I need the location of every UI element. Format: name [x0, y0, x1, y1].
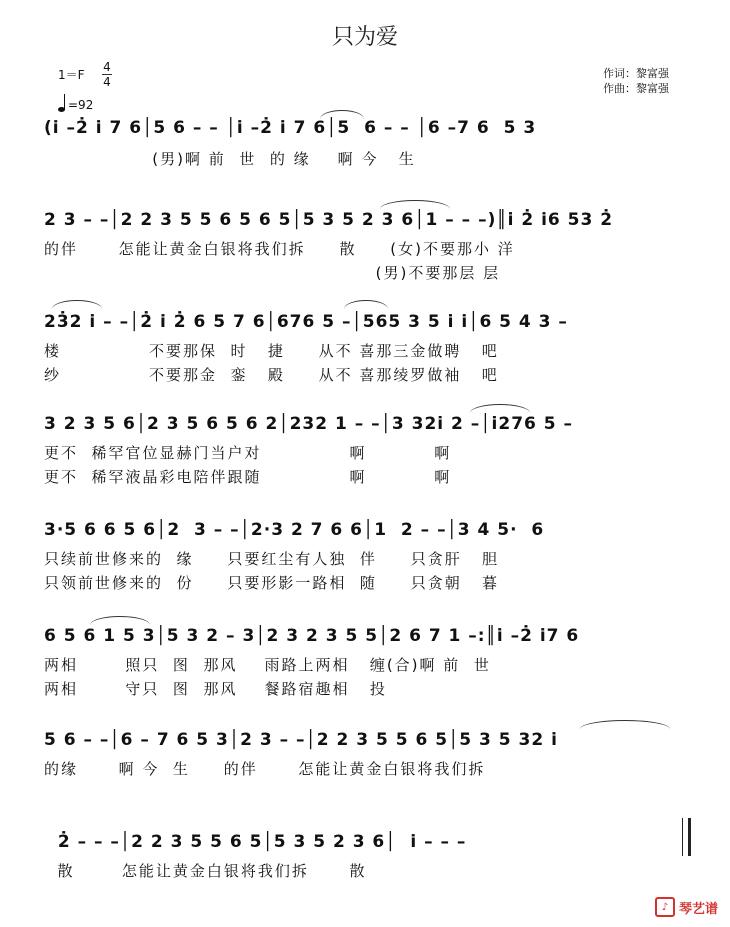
watermark-logo [655, 897, 718, 917]
final-barline [682, 818, 691, 856]
slur [470, 404, 530, 413]
music-line-4: 3 2 3 5 6│2 3 5 6 5 6 2│232 1 – –│3 32i 2 –│i276 5 – [44, 414, 574, 434]
lyrics-line-6a: 两相 照只 图 那风 雨路上两相 缠(合)啊 前 世 [44, 656, 491, 674]
slur [380, 200, 450, 209]
lyrics-line-3b: 纱 不要那金 銮 殿 从不 喜那绫罗做袖 吧 [44, 366, 499, 384]
logo-icon: ♪ [655, 897, 675, 917]
lyrics-line-2b: (男)不要那层 层 [44, 264, 501, 282]
lyrics-line-3a: 楼 不要那保 时 捷 从不 喜那三金做聘 吧 [44, 342, 499, 360]
lyricist: 作词：黎富强 [603, 67, 669, 80]
lyrics-line-5a: 只续前世修来的 缘 只要红尘有人独 伴 只贪肝 胆 [44, 550, 500, 568]
lyrics-line-2a: 的伴 怎能让黄金白银将我们拆 散 (女)不要那小 洋 [44, 240, 515, 258]
lyrics-line-8a: 散 怎能让黄金白银将我们拆 散 [44, 862, 367, 880]
music-line-7: 5 6 – –│6 – 7 6 5 3│2 3 – –│2 2 3 5 5 6 5│5 3 5 32 i̇ [44, 730, 558, 750]
music-line-1: (i̇ –2̇ i̇ 7 6│5 6 – – │i̇ –2̇ i̇ 7 6│5 6 – – │6 –7 6 5 3 [44, 118, 537, 138]
key-signature: 1＝F [58, 68, 85, 82]
song-title: 只为爱 [331, 25, 398, 50]
slur [344, 300, 388, 309]
music-line-3: 23̇2 i̇ – –│2̇ i̇ 2̇ 6 5 7 6│676 5 –│565 3 5 i̇ i̇│6 5 4 3 – [44, 312, 568, 332]
credits [603, 66, 669, 96]
music-line-6: 6 5 6 1 5 3│5 3 2 – 3│2 3 2 3 5 5│2 6 7 1 –:║i̇ –2̇ i̇7 6 [44, 626, 580, 646]
quarter-note-icon [58, 94, 66, 112]
music-line-8: 2̇ – – –│2 2 3 5 5 6 5│5 3 5 2 3 6│ i̇ – – – [44, 832, 467, 852]
music-line-5: 3·5 6 6 5 6│2 3 – –│2·3 2 7 6 6│1 2 – –│3 4 5· 6 [44, 520, 545, 540]
lyrics-line-6b: 两相 守只 图 那风 餐路宿趣相 投 [44, 680, 387, 698]
slur [52, 300, 102, 309]
lyrics-line-4b: 更不 稀罕液晶彩电陪伴跟随 啊 啊 [44, 468, 452, 486]
slur [90, 616, 150, 625]
lyrics-line-1a: (男)啊 前 世 的 缘 啊 今 生 [44, 150, 416, 168]
slur [320, 110, 364, 119]
tempo-value: =92 [68, 98, 94, 112]
composer: 作曲：黎富强 [603, 82, 669, 95]
watermark-text: 琴艺谱 [678, 901, 718, 917]
lyrics-line-5b: 只领前世修来的 份 只要形影一路相 随 只贪朝 暮 [44, 574, 500, 592]
lyrics-line-4a: 更不 稀罕官位显赫门当户对 啊 啊 [44, 444, 452, 462]
tempo-marking [58, 94, 93, 112]
slur [580, 720, 670, 729]
time-signature [102, 60, 112, 89]
music-line-2: 2 3 – –│2 2 3 5 5 6 5 6 5│5 3 5 2 3 6│1 – – –)║i̇ 2̇ i̇6 53 2̇ [44, 210, 614, 230]
meter-top: 4 [103, 60, 111, 74]
meter-bottom: 4 [103, 75, 111, 89]
lyrics-line-7a: 的缘 啊 今 生 的伴 怎能让黄金白银将我们拆 [44, 760, 486, 778]
